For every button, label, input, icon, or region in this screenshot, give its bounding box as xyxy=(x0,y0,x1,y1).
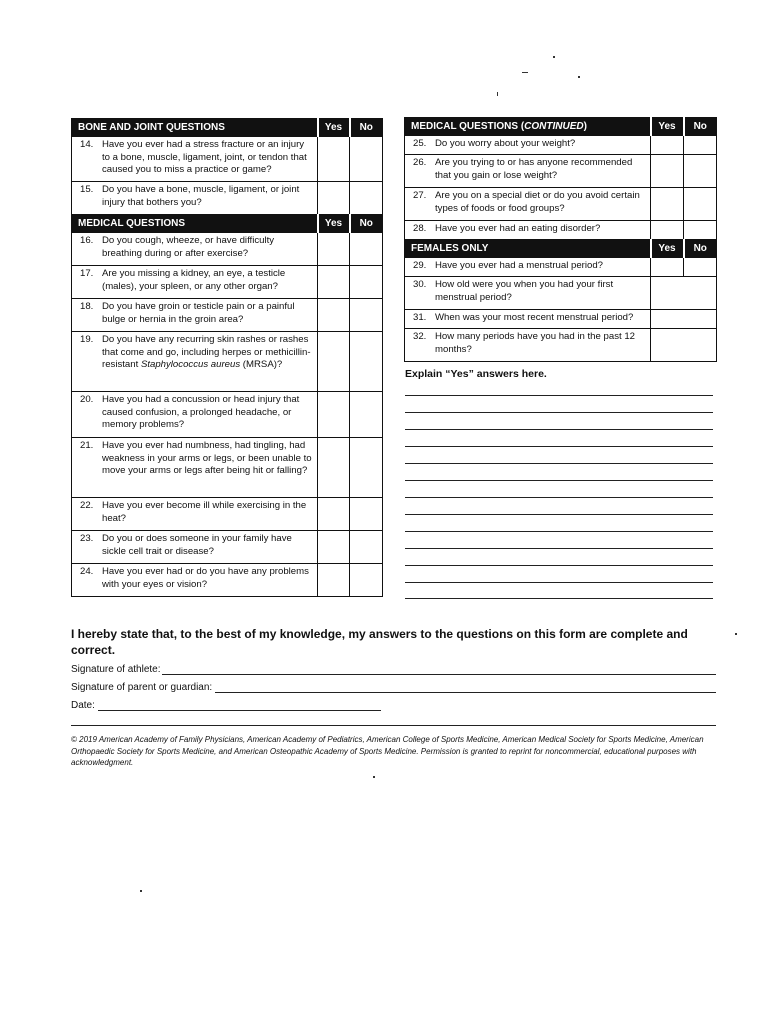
no-answer-box[interactable] xyxy=(350,266,383,299)
question-text-part: (MRSA)? xyxy=(240,359,283,371)
no-answer-box[interactable] xyxy=(350,182,383,215)
no-answer-box[interactable] xyxy=(684,136,717,155)
question-cell xyxy=(405,155,651,188)
yes-answer-box[interactable] xyxy=(318,332,350,392)
attestation-statement: I hereby state that, to the best of my knowledge, my answers to the questions on this form are complete and correct. xyxy=(71,627,688,657)
question-number: 14. xyxy=(80,139,94,150)
question-text: How many periods have you had in the past 12 months? xyxy=(435,331,635,355)
explain-line[interactable] xyxy=(405,497,713,498)
bone-joint-header-row xyxy=(72,119,383,137)
table-row xyxy=(405,155,717,188)
question-text: Have you ever had or do you have any problems with your eyes or vision? xyxy=(102,566,309,590)
table-row xyxy=(405,258,717,277)
yes-answer-box[interactable] xyxy=(318,233,350,266)
question-cell xyxy=(72,498,318,531)
question-text: Are you on a special diet or do you avoid certain types of foods or food groups? xyxy=(435,190,640,214)
no-answer-box[interactable] xyxy=(684,188,717,221)
question-cell xyxy=(72,137,318,182)
question-text: Have you ever had a stress fracture or an injury to a bone, muscle, ligament, joint, or tendon that caused you to miss a practice or game? xyxy=(102,139,307,176)
question-text: How old were you when you had your first menstrual period? xyxy=(435,279,614,303)
no-answer-box[interactable] xyxy=(350,233,383,266)
copyright-notice: © 2019 American Academy of Family Physicians, American Academy of Pediatrics, American College of Sports Medicine, American Medical Society for Sports Medicine, American Orthopaedic Society for Sports Medicine, and American Osteopathic Academy of Sports Medicine. Permission is granted to reprint for noncommercial, educational purposes with acknowledgment. xyxy=(71,735,704,767)
medical-continued-header-row xyxy=(405,118,717,136)
yes-answer-box[interactable] xyxy=(318,182,350,215)
question-text: Do you worry about your weight? xyxy=(435,138,576,149)
table-row xyxy=(72,299,383,332)
question-number: 27. xyxy=(413,190,427,201)
scan-speck xyxy=(522,72,528,73)
no-answer-box[interactable] xyxy=(684,258,717,277)
yes-answer-box[interactable] xyxy=(318,299,350,332)
question-number: 23. xyxy=(80,533,94,544)
table-row xyxy=(72,531,383,564)
date-label: Date: xyxy=(71,700,95,711)
bone-joint-yes-header: Yes xyxy=(318,119,350,137)
table-row xyxy=(72,498,383,531)
scan-speck xyxy=(497,92,498,96)
divider xyxy=(71,725,716,726)
signature-athlete-line[interactable] xyxy=(162,674,716,675)
right-question-table xyxy=(404,117,717,362)
question-number: 30. xyxy=(413,279,427,290)
question-text: Are you trying to or has anyone recommended that you gain or lose weight? xyxy=(435,157,633,181)
question-text: Have you ever become ill while exercising in the heat? xyxy=(102,500,307,524)
question-cell xyxy=(405,310,651,329)
table-row xyxy=(72,233,383,266)
yes-answer-box[interactable] xyxy=(318,392,350,438)
question-cell xyxy=(72,332,318,392)
yes-answer-box[interactable] xyxy=(651,155,684,188)
table-row xyxy=(72,182,383,215)
question-number: 29. xyxy=(413,260,427,271)
females-yes-header: Yes xyxy=(651,240,684,258)
medical-continued-no-header: No xyxy=(684,118,717,136)
question-cell xyxy=(405,277,651,310)
question-number: 18. xyxy=(80,301,94,312)
yes-answer-box[interactable] xyxy=(318,266,350,299)
header-text: MEDICAL QUESTIONS ( xyxy=(411,121,525,132)
question-number: 31. xyxy=(413,312,427,323)
question-cell xyxy=(72,299,318,332)
question-text xyxy=(102,334,313,372)
yes-answer-box[interactable] xyxy=(318,531,350,564)
explain-line[interactable] xyxy=(405,548,713,549)
females-header: FEMALES ONLY xyxy=(405,240,651,258)
explain-label: Explain “Yes” answers here. xyxy=(405,368,547,380)
question-number: 26. xyxy=(413,157,427,168)
explain-line[interactable] xyxy=(405,531,713,532)
left-question-table xyxy=(71,118,383,597)
explain-line[interactable] xyxy=(405,514,713,515)
bone-joint-header: BONE AND JOINT QUESTIONS xyxy=(72,119,318,137)
table-row xyxy=(405,136,717,155)
yes-answer-box[interactable] xyxy=(651,188,684,221)
yes-answer-box[interactable] xyxy=(318,438,350,498)
explain-line[interactable] xyxy=(405,395,713,396)
scan-speck xyxy=(578,76,580,78)
question-number: 19. xyxy=(80,334,94,345)
table-row xyxy=(405,310,717,329)
question-cell xyxy=(72,182,318,215)
signature-athlete-label: Signature of athlete: xyxy=(71,664,161,675)
question-number: 24. xyxy=(80,566,94,577)
explain-line[interactable] xyxy=(405,480,713,481)
question-number: 32. xyxy=(413,331,427,342)
no-answer-box[interactable] xyxy=(350,332,383,392)
question-number: 28. xyxy=(413,223,427,234)
question-text: Do you or does someone in your family have sickle cell trait or disease? xyxy=(102,533,292,557)
explain-line[interactable] xyxy=(405,463,713,464)
question-text: When was your most recent menstrual period? xyxy=(435,312,634,323)
question-text: Do you have a bone, muscle, ligament, or joint injury that bothers you? xyxy=(102,184,300,208)
table-row xyxy=(72,266,383,299)
yes-answer-box[interactable] xyxy=(318,498,350,531)
table-row xyxy=(72,438,383,498)
table-row xyxy=(405,221,717,240)
no-answer-box[interactable] xyxy=(350,438,383,498)
question-number: 15. xyxy=(80,184,94,195)
no-answer-box[interactable] xyxy=(350,137,383,182)
question-cell xyxy=(72,531,318,564)
no-answer-box[interactable] xyxy=(350,531,383,564)
question-number: 20. xyxy=(80,394,94,405)
question-text: Have you ever had an eating disorder? xyxy=(435,223,601,234)
answer-box[interactable] xyxy=(651,310,717,329)
scan-speck xyxy=(140,890,142,892)
question-cell xyxy=(405,136,651,155)
question-text: Have you ever had numbness, had tingling, had weakness in your arms or legs, or been unable to move your arms or legs after being hit or falling? xyxy=(102,440,312,477)
question-number: 21. xyxy=(80,440,94,451)
question-text: Have you had a concussion or head injury that caused confusion, a prolonged headache, or memory problems? xyxy=(102,394,300,431)
answer-box[interactable] xyxy=(651,329,717,362)
no-answer-box[interactable] xyxy=(350,498,383,531)
question-text: Have you ever had a menstrual period? xyxy=(435,260,603,271)
explain-line[interactable] xyxy=(405,412,713,413)
question-number: 16. xyxy=(80,235,94,246)
answer-box[interactable] xyxy=(651,277,717,310)
table-row xyxy=(72,392,383,438)
question-number: 17. xyxy=(80,268,94,279)
question-text: Do you cough, wheeze, or have difficulty breathing during or after exercise? xyxy=(102,235,275,259)
medical-header: MEDICAL QUESTIONS xyxy=(72,215,318,233)
table-row xyxy=(405,277,717,310)
question-cell xyxy=(72,564,318,597)
question-text-italic: Staphylococcus aureus xyxy=(140,359,241,371)
medical-no-header: No xyxy=(350,215,383,233)
no-answer-box[interactable] xyxy=(350,392,383,438)
explain-line[interactable] xyxy=(405,582,713,583)
yes-answer-box[interactable] xyxy=(318,137,350,182)
females-no-header: No xyxy=(684,240,717,258)
table-row xyxy=(72,332,383,392)
table-row xyxy=(405,329,717,362)
question-text-part: Do you have any recurring skin rashes or rashes that come and go, including herpes or methicillin-resistant xyxy=(102,334,311,371)
explain-line[interactable] xyxy=(405,446,713,447)
date-line[interactable] xyxy=(98,710,381,711)
question-cell xyxy=(72,438,318,498)
yes-answer-box[interactable] xyxy=(651,221,684,240)
question-cell xyxy=(405,188,651,221)
explain-line[interactable] xyxy=(405,565,713,566)
question-number: 22. xyxy=(80,500,94,511)
medical-yes-header: Yes xyxy=(318,215,350,233)
medical-continued-header xyxy=(405,118,651,136)
no-answer-box[interactable] xyxy=(684,221,717,240)
yes-answer-box[interactable] xyxy=(318,564,350,597)
explain-line[interactable] xyxy=(405,598,713,599)
table-row xyxy=(72,564,383,597)
question-text: Do you have groin or testicle pain or a painful bulge or hernia in the groin area? xyxy=(102,301,295,325)
explain-line[interactable] xyxy=(405,429,713,430)
no-answer-box[interactable] xyxy=(350,564,383,597)
question-text: Are you missing a kidney, an eye, a testicle (males), your spleen, or any other organ? xyxy=(102,268,286,292)
signature-parent-label: Signature of parent or guardian: xyxy=(71,682,213,693)
scan-speck xyxy=(735,633,737,635)
scan-speck xyxy=(553,56,555,58)
header-text-italic: CONTINUED xyxy=(524,121,584,132)
yes-answer-box[interactable] xyxy=(651,258,684,277)
scan-speck xyxy=(373,776,375,778)
question-cell xyxy=(72,392,318,438)
question-cell xyxy=(405,221,651,240)
question-cell xyxy=(72,266,318,299)
bone-joint-no-header: No xyxy=(350,119,383,137)
table-row xyxy=(405,188,717,221)
signature-parent-line[interactable] xyxy=(215,692,716,693)
females-header-row xyxy=(405,240,717,258)
medical-continued-yes-header: Yes xyxy=(651,118,684,136)
medical-header-row xyxy=(72,215,383,233)
question-cell xyxy=(405,329,651,362)
question-cell xyxy=(72,233,318,266)
no-answer-box[interactable] xyxy=(350,299,383,332)
question-number: 25. xyxy=(413,138,427,149)
table-row xyxy=(72,137,383,182)
yes-answer-box[interactable] xyxy=(651,136,684,155)
header-text-end: ) xyxy=(583,121,587,132)
question-cell xyxy=(405,258,651,277)
no-answer-box[interactable] xyxy=(684,155,717,188)
